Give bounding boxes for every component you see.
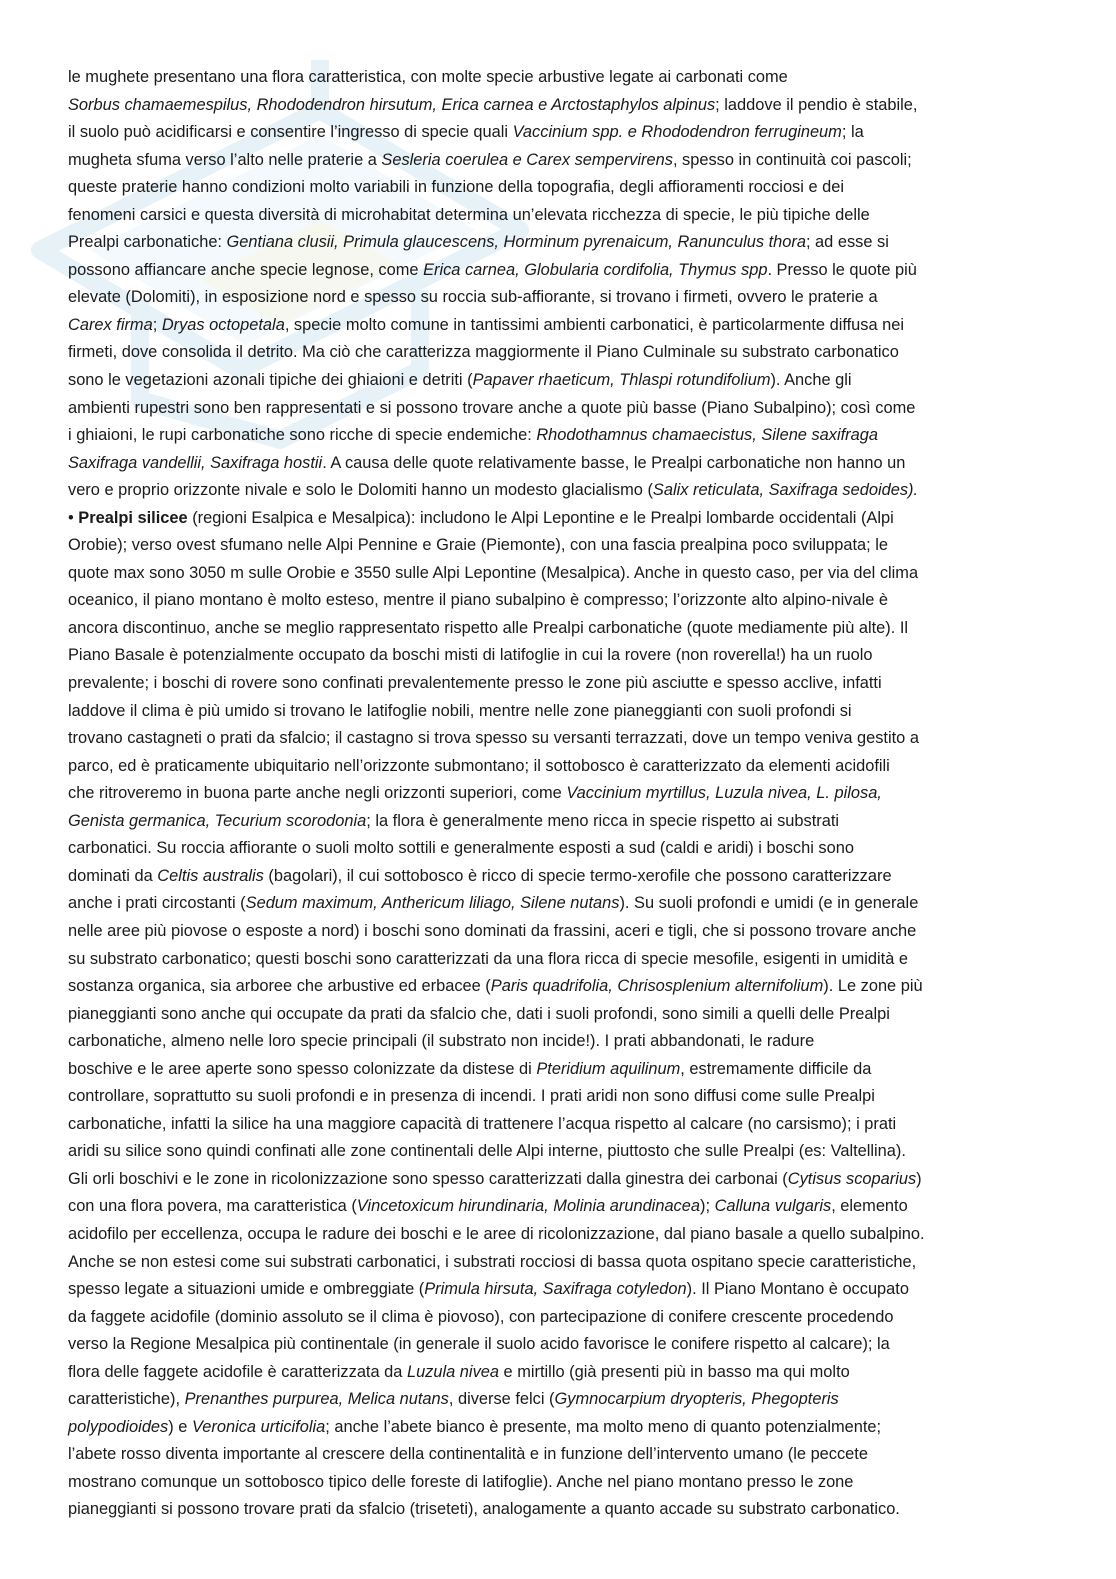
text-line [68,1386,1058,1414]
text-run: le mughete presentano una flora caratteristica, con molte specie arbustive legate ai carbonati come [68,68,788,86]
text-run: Gli orli boschivi e le zone in ricolonizzazione sono spesso caratterizzati dalla ginestra dei carbonai ( [68,1169,788,1188]
species-name: Vaccinium spp. e Rhododendron ferrugineum [512,123,842,142]
text-run: dominati da [68,866,158,885]
text-run: ) [916,1169,922,1188]
text-line [68,1331,1058,1359]
text-line [68,422,1058,450]
text-run: ) e [168,1417,192,1436]
text-run: laddove il clima è più umido si trovano le latifoglie nobili, mentre nelle zone pianeggianti con suoli profondi si [68,701,852,720]
text-line [68,284,1058,312]
text-run: ). Il Piano Montano è occupato [686,1280,909,1299]
text-run: • [68,508,79,527]
text-line [68,890,1058,918]
text-line [68,1304,1058,1332]
text-run: acidofilo per eccellenza, occupa le radure dei boschi e le aree di ricolonizzazione, dal piano basale a quello subalpino. [68,1224,925,1243]
text-run: ; anche l’abete bianco è presente, ma molto meno di quanto potenzialmente; [325,1417,882,1436]
text-run: , spesso in continuità coi pascoli; [672,150,912,169]
text-line [68,339,1058,367]
species-name: Gentiana clusii, Primula glaucescens, Horminum pyrenaicum, Ranunculus thora [226,233,806,252]
text-line [68,780,1058,808]
text-run: . A causa delle quote relativamente basse, le Prealpi carbonatiche non hanno un [322,453,906,472]
text-line [68,1221,1058,1249]
text-line [68,532,1058,560]
text-run: vero e proprio orizzonte nivale e solo le Dolomiti hanno un modesto glacialismo ( [68,481,653,500]
text-run: nelle aree più piovose o esposte a nord) i boschi sono dominati da frassini, aceri e tigli, che si possono trovare anche [68,921,917,940]
text-run: Orobie); verso ovest sfumano nelle Alpi Pennine e Graie (Piemonte), con una fascia prealpina poco sviluppata; le [68,536,888,555]
text-run: ). Anche gli [770,371,852,390]
text-run: ); [699,1197,715,1216]
text-line [68,1111,1058,1139]
text-run: oceanico, il piano montano è molto esteso, mentre il piano subalpino è compresso; l’orizzonte alto alpino-nivale è [68,591,889,610]
text-line [68,1166,1058,1194]
text-line [68,946,1058,974]
text-run: ; [152,315,162,334]
text-run: su substrato carbonatico; questi boschi sono caratterizzati da una flora ricca di specie mesofile, esigenti in umidità e [68,949,909,968]
text-run: aridi su silice sono quindi confinati alle zone continentali delle Alpi interne, piuttosto che sulle Prealpi (es: Valtellina). [68,1142,906,1161]
text-line [68,1138,1058,1166]
text-run: fenomeni carsici e questa diversità di microhabitat determina un’elevata ricchezza di specie, le più tipiche delle [68,205,870,224]
species-name: polypodioides [68,1417,169,1436]
text-run: caratteristiche), [68,1390,185,1409]
text-line [68,1056,1058,1084]
text-line [68,835,1058,863]
text-run: possono affiancare anche specie legnose, come [68,260,424,279]
text-line [68,808,1058,836]
text-line [68,1469,1058,1497]
text-run: anche i prati circostanti ( [68,894,246,913]
text-run: da faggete acidofile (dominio assoluto se il clima è piovoso), con partecipazione di conifere crescente procedendo [68,1307,894,1326]
body-text [68,64,1058,1524]
text-run: quote max sono 3050 m sulle Orobie e 3550 sulle Alpi Lepontine (Mesalpica). Anche in questo caso, per via del clima [68,563,919,582]
text-run: trovano castagneti o prati da sfalcio; il castagno si trova spesso su versanti terrazzati, dove un tempo veniva gestito a [68,729,919,748]
text-run: che ritroveremo in buona parte anche negli orizzonti superiori, come [68,784,567,803]
text-line [68,92,1058,120]
text-line [68,174,1058,202]
text-line [68,587,1058,615]
section-heading: Prealpi silicee [78,508,188,527]
species-name: Dryas octopetala [161,315,285,334]
text-run: sostanza organica, sia arboree che arbustive ed erbacee ( [68,977,491,996]
species-name: Veronica urticifolia [191,1417,326,1436]
text-run: e mirtillo (già presenti più in basso ma qui molto [499,1362,850,1381]
species-name: Rhodothamnus chamaecistus, Silene saxifraga [536,426,878,445]
text-run: ; ad esse si [805,233,889,252]
species-name: Prenanthes purpurea, Melica nutans [184,1390,449,1409]
text-run: il suolo può acidificarsi e consentire l’ingresso di specie quali [68,123,513,142]
text-run: (regioni Esalpica e Mesalpica): includono le Alpi Lepontine e le Prealpi lombarde occidentali (Alpi [187,508,894,527]
text-line [68,863,1058,891]
text-line [68,202,1058,230]
text-line [68,1276,1058,1304]
text-run: ). Su suoli profondi e umidi (e in generale [619,894,919,913]
text-run: controllare, soprattutto su suoli profondi e in presenza di incendi. I prati aridi non sono diffusi come sulle Prealpi [68,1087,875,1106]
text-run: parco, ed è praticamente ubiquitario nell’orizzonte submontano; il sottobosco è caratterizzato da elementi acidofili [68,756,890,775]
text-line [68,119,1058,147]
text-run: spesso legate a situazioni umide e ombreggiate ( [68,1280,425,1299]
text-run: boschive e le aree aperte sono spesso colonizzate da distese di [68,1059,537,1078]
species-name: Genista germanica, Tecurium scorodonia [68,811,367,830]
species-name: Sedum maximum, Anthericum liliago, Silene nutans [245,894,620,913]
species-name: Cytisus scoparius [787,1169,917,1188]
text-line [68,312,1058,340]
text-line [68,1441,1058,1469]
text-line [68,698,1058,726]
text-run: ancora discontinuo, anche se meglio rappresentato rispetto alle Prealpi carbonatiche (quote mediamente più alte). Il [68,618,909,637]
text-run: flora delle faggete acidofile è caratterizzata da [68,1362,407,1381]
text-run: carbonatiche, almeno nelle loro specie principali (il substrato non incide!). I prati abbandonati, le radure [68,1032,815,1051]
text-run: queste praterie hanno condizioni molto variabili in funzione della topografia, degli affioramenti rocciosi e dei [68,178,844,197]
text-run: , specie molto comune in tantissimi ambienti carbonatici, è particolarmente diffusa nei [284,315,905,334]
text-run: ; la [841,123,864,142]
text-run: mugheta sfuma verso l’alto nelle praterie a [68,150,382,169]
text-line [68,1083,1058,1111]
text-line [68,477,1058,505]
species-name: Papaver rhaeticum, Thlaspi rotundifolium [472,371,771,390]
text-run: carbonatici. Su roccia affiorante o suoli molto sottili e generalmente esposti a sud (caldi e aridi) i boschi sono [68,839,854,858]
text-line [68,725,1058,753]
text-line [68,1359,1058,1387]
text-run: pianeggianti sono anche qui occupate da prati da sfalcio che, dati i suoli profondi, sono simili a quelli delle Prealpi [68,1004,890,1023]
text-line [68,64,1058,92]
species-name: Pteridium aquilinum [536,1059,681,1078]
text-line [68,1028,1058,1056]
text-line [68,1249,1058,1277]
text-line [68,918,1058,946]
text-run: Anche se non estesi come sui substrati carbonatici, i substrati rocciosi di bassa quota ospitano specie caratteristiche, [68,1252,917,1271]
text-run: prevalente; i boschi di rovere sono confinati prevalentemente presso le zone più asciutte e spesso acclive, infatti [68,674,882,693]
text-run: carbonatiche, infatti la silice ha una maggiore capacità di trattenere l’acqua rispetto al calcare (no carsismo); i prati [68,1114,897,1133]
species-name: Sorbus chamaemespilus, Rhododendron hirsutum, Erica carnea e Arctostaphylos alpinus [68,95,716,114]
text-line [68,257,1058,285]
species-name: Vincetoxicum hirundinaria, Molinia arundinacea [356,1197,700,1216]
species-name: Saxifraga vandellii, Saxifraga hostii [68,453,323,472]
text-run: ; laddove il pendio è stabile, [715,95,918,114]
text-line [68,642,1058,670]
text-run: ). Le zone più [823,977,923,996]
text-line [68,450,1058,478]
text-run: sono le vegetazioni azonali tipiche dei ghiaioni e detriti ( [68,371,473,390]
text-line [68,147,1058,175]
text-run: . Presso le quote più [767,260,917,279]
text-run: , estremamente difficile da [680,1059,872,1078]
text-run: elevate (Dolomiti), in esposizione nord e spesso su roccia sub-affiorante, si trovano i firmeti, ovvero le praterie a [68,288,878,307]
text-run: , diverse felci ( [448,1390,555,1409]
text-run: , elemento [831,1197,908,1216]
species-name: Calluna vulgaris [714,1197,832,1216]
text-run: ambienti rupestri sono ben rappresentati e si possono trovare anche a quote più basse (Piano Subalpino); così come [68,398,916,417]
species-name: Carex firma [68,315,153,334]
text-line [68,560,1058,588]
species-name: Primula hirsuta, Saxifraga cotyledon [424,1280,687,1299]
text-line [68,1193,1058,1221]
species-name: Erica carnea, Globularia cordifolia, Thymus spp [423,260,768,279]
species-name: Vaccinium myrtillus, Luzula nivea, L. pilosa, [566,784,882,803]
text-run: pianeggianti si possono trovare prati da sfalcio (triseteti), analogamente a quanto accade su substrato carbonatico. [68,1500,900,1519]
text-run: ; la flora è generalmente meno ricca in specie rispetto ai substrati [366,811,840,830]
text-line [68,1496,1058,1524]
text-line [68,753,1058,781]
text-run: Prealpi carbonatiche: [68,233,227,252]
text-line [68,367,1058,395]
text-run: mostrano comunque un sottobosco tipico delle foreste di latifoglie). Anche nel piano montano presso le zone [68,1472,854,1491]
text-run: Piano Basale è potenzialmente occupato da boschi misti di latifoglie in cui la rovere (non roverella!) ha un ruolo [68,646,873,665]
text-line [68,973,1058,1001]
text-line [68,1414,1058,1442]
text-run: i ghiaioni, le rupi carbonatiche sono ricche di specie endemiche: [68,426,537,445]
text-line [68,505,1058,533]
species-name: Celtis australis [157,866,264,885]
species-name: Salix reticulata, Saxifraga sedoides). [652,481,919,500]
species-name: Gymnocarpium dryopteris, Phegopteris [554,1390,839,1409]
text-run: con una flora povera, ma caratteristica ( [68,1197,357,1216]
text-run: l’abete rosso diventa importante al crescere della continentalità e in funzione dell’intervento umano (le peccete [68,1445,868,1464]
text-run: (bagolari), il cui sottobosco è ricco di specie termo-xerofile che possono caratterizzare [263,866,892,885]
text-run: verso la Regione Mesalpica più continentale (in generale il suolo acido favorisce le conifere rispetto al calcare); la [68,1335,890,1354]
text-line [68,1001,1058,1029]
text-line [68,670,1058,698]
text-line [68,615,1058,643]
text-line [68,229,1058,257]
species-name: Paris quadrifolia, Chrisosplenium alternifolium [490,977,824,996]
species-name: Luzula nivea [406,1362,499,1381]
species-name: Sesleria coerulea e Carex sempervirens [381,150,673,169]
text-line [68,395,1058,423]
text-run: firmeti, dove consolida il detrito. Ma ciò che caratterizza maggiormente il Piano Culminale su substrato carbonatico [68,343,899,362]
